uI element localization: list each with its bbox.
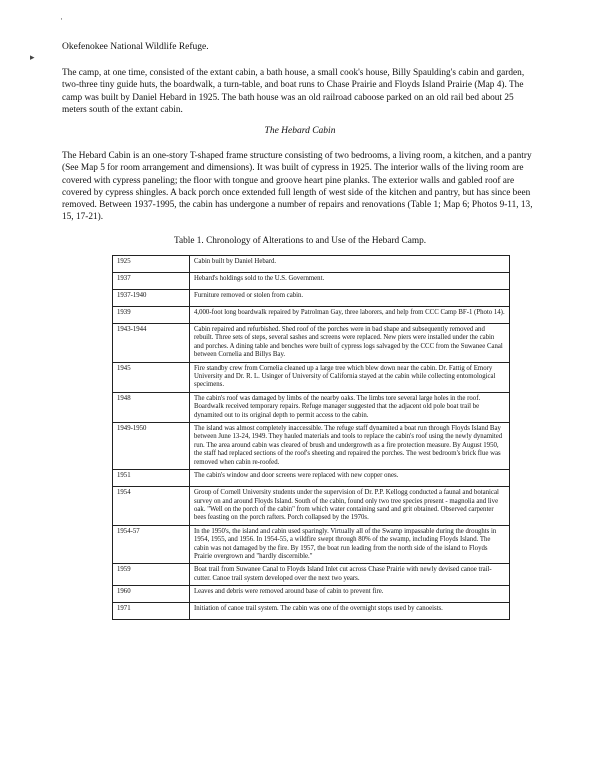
table-row xyxy=(113,290,510,307)
table-row xyxy=(113,307,510,324)
year-cell: 1945 xyxy=(113,362,190,392)
table-row xyxy=(113,470,510,487)
event-cell: The cabin's roof was damaged by limbs of the nearby oaks. The limbs tore several large holes in the roof. Boardwalk received temporary repairs. Refuge manager suggested that the adjacent old pole boat trail be dynamited out to its original depth to permit access to the cabin. xyxy=(190,392,510,422)
event-cell: Initiation of canoe trail system. The cabin was one of the overnight stops used by canoeists. xyxy=(190,603,510,620)
event-cell: Fire standby crew from Cornelia cleaned up a large tree which blew down near the cabin. Dr. Fattig of Emory University and Dr. R. L. Usinger of University of California stayed at the cabin while collecting entomological specimens. xyxy=(190,362,510,392)
table-row xyxy=(113,603,510,620)
event-cell: Group of Cornell University students under the supervision of Dr. P.P. Kellogg conducted a faunal and botanical survey on and around Floyds Island. South of the cabin, found only two tree species present - magnolia and live oak. "Well on the porch of the cabin" from which water containing sand and grit obtained. Observed carpenter bees feasting on the porch rafters. Porch collapsed by the 1970s. xyxy=(190,487,510,526)
year-cell: 1954 xyxy=(113,487,190,526)
table-row xyxy=(113,256,510,273)
document-header: Okefenokee National Wildlife Refuge. xyxy=(62,42,209,52)
year-cell: 1951 xyxy=(113,470,190,487)
event-cell: Cabin built by Daniel Hebard. xyxy=(190,256,510,273)
year-cell: 1943-1944 xyxy=(113,324,190,363)
event-cell: 4,000-foot long boardwalk repaired by Patrolman Gay, three laborers, and help from CCC Camp BF-1 (Photo 14). xyxy=(190,307,510,324)
scan-speck: · xyxy=(60,14,63,24)
scan-speck: ▸ xyxy=(30,52,35,62)
event-cell: Cabin repaired and refurbished. Shed roof of the porches were in bad shape and subsequently removed and rebuilt. Three sets of steps, several sashes and screens were replaced. New piers were installed under the cabin and porches. A dining table and benches were built of cypress logs salvaged by the CCC from the Suwanee Canal between Cornelia and Billys Bay. xyxy=(190,324,510,363)
year-cell: 1959 xyxy=(113,564,190,586)
chronology-table xyxy=(112,255,510,620)
section-heading: The Hebard Cabin xyxy=(264,126,336,136)
event-cell: Boat trail from Suwanee Canal to Floyds Island Inlet cut across Chase Prairie with newly devised canoe trail-cutter. Canoe trail system developed over the next two years. xyxy=(190,564,510,586)
event-cell: The cabin's window and door screens were replaced with new copper ones. xyxy=(190,470,510,487)
table-row xyxy=(113,564,510,586)
event-cell: Leaves and debris were removed around base of cabin to prevent fire. xyxy=(190,586,510,603)
table-caption: Table 1. Chronology of Alterations to and Use of the Hebard Camp. xyxy=(173,236,427,246)
table-row xyxy=(113,487,510,526)
table-row xyxy=(113,586,510,603)
event-cell: Furniture removed or stolen from cabin. xyxy=(190,290,510,307)
table-row xyxy=(113,423,510,470)
year-cell: 1948 xyxy=(113,392,190,422)
paragraph-cabin: The Hebard Cabin is an one-story T-shaped frame structure consisting of two bedrooms, a living room, a kitchen, and a pantry (See Map 5 for room arrangement and dimensions). It was built of cypress in 1925. The interior walls of the living room are covered with cypress paneling; the floor with tongue and groove heart pine planks. The exterior walls and gabled roof are covered by cypress shingles. A back porch once extended full length of west side of the kitchen and pantry, but has since been removed. Between 1937-1995, the cabin has undergone a number of repairs and renovations (Table 1; Map 6; Photos 9-11, 13, 15, 17-21). xyxy=(62,151,533,223)
table-row xyxy=(113,273,510,290)
table-row xyxy=(113,525,510,564)
event-cell: The island was almost completely inaccessible. The refuge staff dynamited a boat run through Floyds Island Bay between June 13-24, 1949. They hauled materials and tools to replace the cabin's roof using the newly dynamited run. The area around cabin was cleared of brush and undergrowth as a fire protection measure. By August 1950, the staff had replaced sections of the roof's sheeting and repaired the porches. The west bedroom's brick flue was removed when cabin re-roofed. xyxy=(190,423,510,470)
year-cell: 1925 xyxy=(113,256,190,273)
paragraph-camp: The camp, at one time, consisted of the extant cabin, a bath house, a small cook's house, Billy Spaulding's cabin and garden, two-three tiny guide huts, the boardwalk, a turn-table, and boat runs to Chase Prairie and Floyds Island Prairie (Map 4). The camp was built by Daniel Hebard in 1925. The bath house was an old railroad caboose parked on an old rail bed about 25 meters south of the extant cabin. xyxy=(62,68,525,115)
year-cell: 1939 xyxy=(113,307,190,324)
year-cell: 1971 xyxy=(113,603,190,620)
table-row xyxy=(113,362,510,392)
table-row xyxy=(113,392,510,422)
event-cell: In the 1950's, the island and cabin used sparingly. Virtually all of the Swamp impassable during the droughts in 1954, 1955, and 1956. In 1954-55, a wildfire swept through 80% of the swamp, including Floyds Island. The cabin was not damaged by the fire. By 1957, the boat run leading from the north side of the island to Floyds Prairie overgrown and "hardly discernible." xyxy=(190,525,510,564)
year-cell: 1937-1940 xyxy=(113,290,190,307)
year-cell: 1960 xyxy=(113,586,190,603)
event-cell: Hebard's holdings sold to the U.S. Government. xyxy=(190,273,510,290)
year-cell: 1937 xyxy=(113,273,190,290)
year-cell: 1954-57 xyxy=(113,525,190,564)
table-row xyxy=(113,324,510,363)
year-cell: 1949-1950 xyxy=(113,423,190,470)
